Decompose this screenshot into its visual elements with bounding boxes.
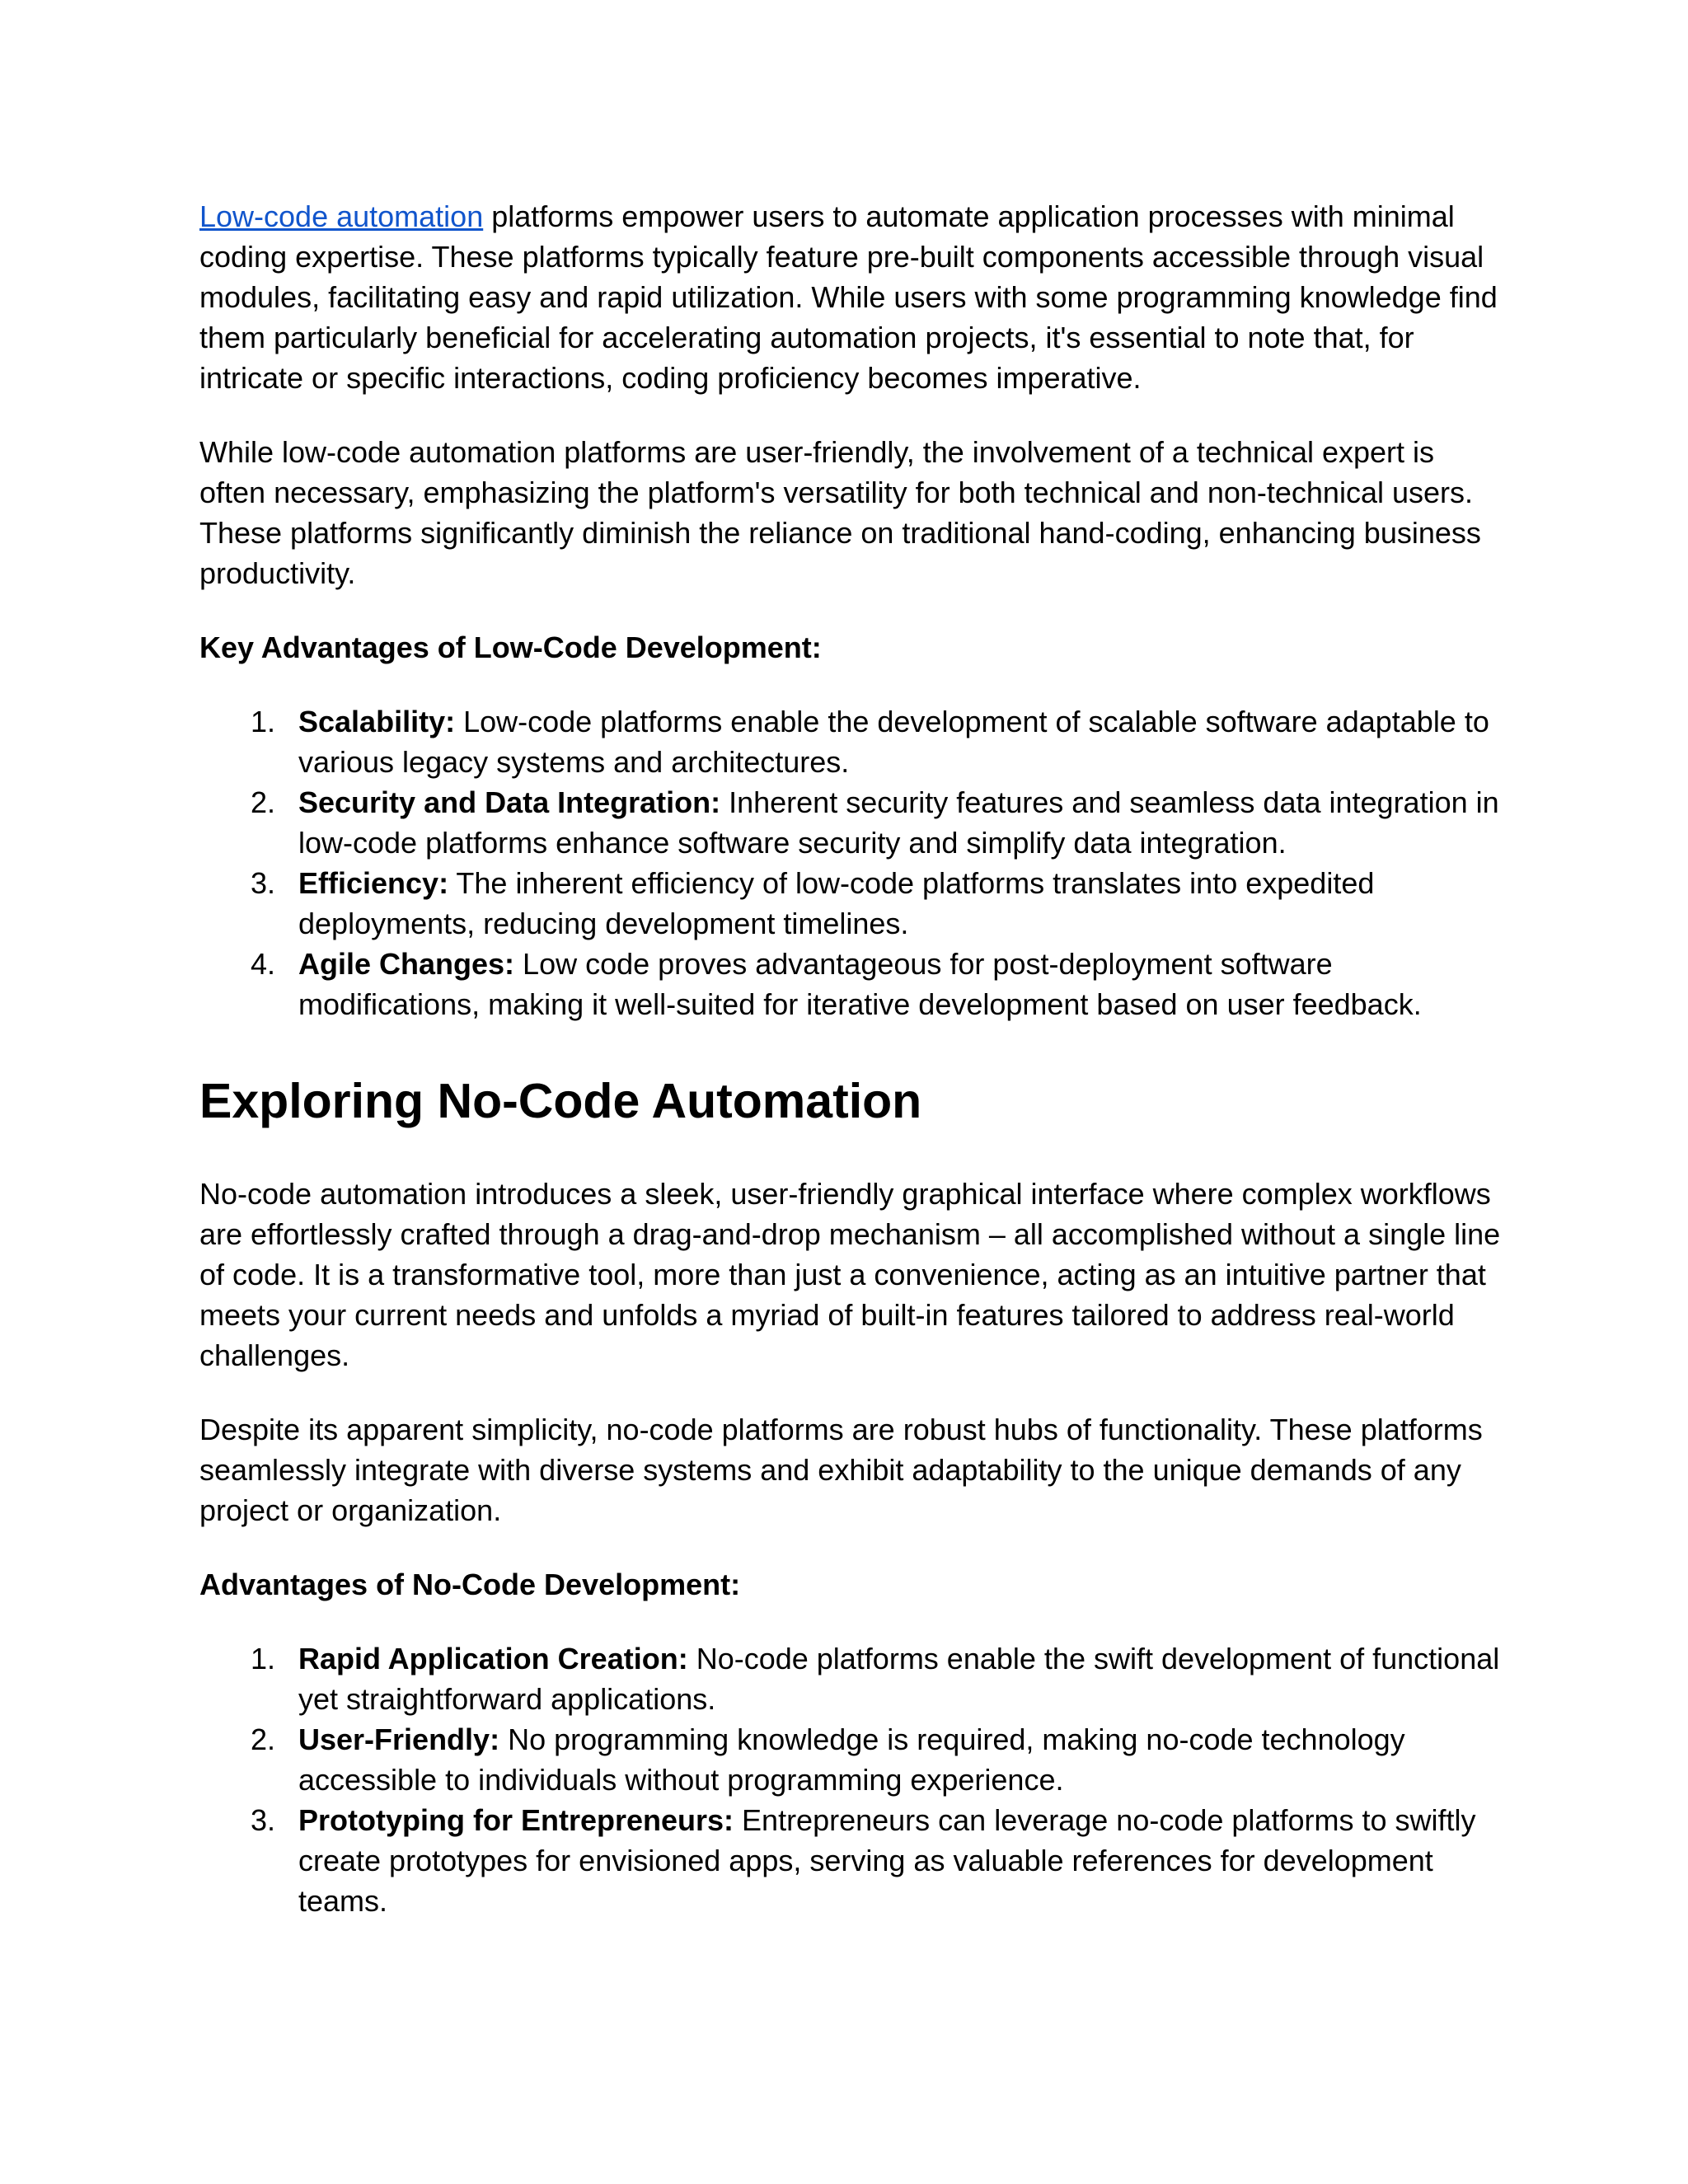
list-item-text: No-code platforms enable the swift development of functional yet straightforward applications. [298,1642,1500,1716]
no-code-advantages-list [199,1638,1502,1921]
list-item [199,944,1502,1024]
list-item [199,863,1502,944]
list-item-label: Efficiency: [298,866,449,900]
intro-paragraph-1-text: platforms empower users to automate application processes with minimal coding expertise. These platforms typically feature pre-built components accessible through visual modules, facilitating easy and rapid utilization. While users with some programming knowledge find them particularly beneficial for accelerating automation projects, it's essential to note that, for intricate or specific interactions, coding proficiency becomes imperative. [199,199,1498,395]
list-item-label: Rapid Application Creation: [298,1642,688,1675]
list-item-text: The inherent efficiency of low-code platforms translates into expedited deployments, reducing development timelines. [298,866,1375,940]
list-item-text: Entrepreneurs can leverage no-code platforms to swiftly create prototypes for envisioned apps, serving as valuable references for development teams. [298,1803,1476,1918]
list-item [199,1719,1502,1800]
list-number: 2. [251,785,276,819]
no-code-paragraph-1: No-code automation introduces a sleek, user-friendly graphical interface where complex workflows are effortlessly crafted through a drag-and-drop mechanism – all accomplished without a single line of code. It is a transformative tool, more than just a convenience, acting as an intuitive partner that meets your current needs and unfolds a myriad of built-in features tailored to address real-world challenges. [199,1177,1501,1372]
list-item-label: User-Friendly: [298,1722,500,1756]
list-item-text: Inherent security features and seamless data integration in low-code platforms enhance software security and simplify data integration. [298,785,1499,860]
list-number: 3. [251,1803,276,1837]
list-item-text: No programming knowledge is required, making no-code technology accessible to individuals without programming experience. [298,1722,1405,1797]
list-item [199,782,1502,863]
low-code-advantages-heading: Key Advantages of Low-Code Development: [199,630,822,664]
intro-paragraph-1 [199,196,1502,398]
low-code-advantages-list [199,701,1502,1024]
list-number: 1. [251,705,276,738]
list-item-label: Security and Data Integration: [298,785,721,819]
list-number: 3. [251,866,276,900]
list-number: 4. [251,947,276,981]
no-code-paragraph-2: Despite its apparent simplicity, no-code platforms are robust hubs of functionality. These platforms seamlessly integrate with diverse systems and exhibit adaptability to the unique demands of any project or organization. [199,1413,1483,1527]
list-number: 1. [251,1642,276,1675]
list-number: 2. [251,1722,276,1756]
list-item-label: Agile Changes: [298,947,515,981]
list-item-label: Prototyping for Entrepreneurs: [298,1803,734,1837]
list-item [199,1800,1502,1921]
list-item-text: Low code proves advantageous for post-deployment software modifications, making it well-suited for iterative development based on user feedback. [298,947,1422,1021]
list-item-text: Low-code platforms enable the development of scalable software adaptable to various legacy systems and architectures. [298,705,1489,779]
list-item [199,1638,1502,1719]
list-item [199,701,1502,782]
low-code-automation-link[interactable]: Low-code automation [199,199,484,233]
intro-paragraph-2: While low-code automation platforms are user-friendly, the involvement of a technical expert is often necessary, emphasizing the platform's versatility for both technical and non-technical users. These platforms significantly diminish the reliance on traditional hand-coding, enhancing business productivity. [199,435,1481,590]
section-title: Exploring No-Code Automation [199,1074,922,1128]
document-page [199,196,1502,1921]
no-code-advantages-heading: Advantages of No-Code Development: [199,1568,741,1601]
list-item-label: Scalability: [298,705,456,738]
